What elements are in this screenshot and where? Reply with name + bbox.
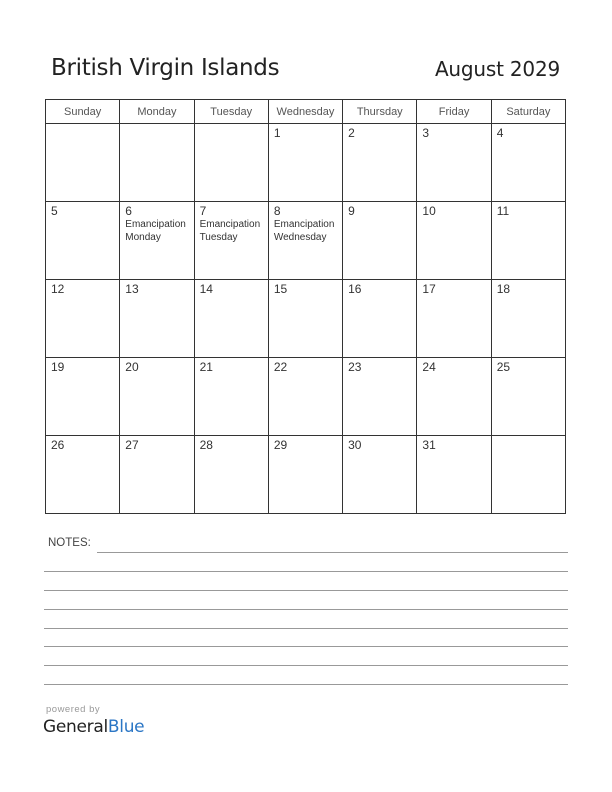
day-number: 18 <box>496 282 511 296</box>
calendar-grid <box>45 99 566 514</box>
day-cell <box>46 358 120 436</box>
day-number: 12 <box>51 282 65 296</box>
day-number: 29 <box>273 438 288 452</box>
day-number: 30 <box>348 438 362 452</box>
notes-line <box>44 665 568 666</box>
day-cell <box>491 124 565 202</box>
day-number: 31 <box>422 438 436 452</box>
day-cell <box>194 436 268 514</box>
day-number: 23 <box>348 360 362 374</box>
day-number: 17 <box>422 282 436 296</box>
day-cell <box>268 124 342 202</box>
day-number: 7 <box>199 204 207 218</box>
day-number: 20 <box>125 360 139 374</box>
day-number: 2 <box>348 126 355 140</box>
day-cell <box>120 436 194 514</box>
day-number: 27 <box>125 438 139 452</box>
day-number: 19 <box>51 360 65 374</box>
week-row <box>46 358 566 436</box>
day-number: 22 <box>273 360 288 374</box>
brand-general-text: General <box>43 717 108 737</box>
day-number: 25 <box>496 360 511 374</box>
day-cell <box>343 124 417 202</box>
weekday-saturday: Saturday <box>491 100 565 124</box>
day-cell <box>343 436 417 514</box>
day-cell <box>120 124 194 202</box>
day-number: 10 <box>422 204 436 218</box>
day-cell <box>417 202 491 280</box>
weekday-wednesday: Wednesday <box>268 100 342 124</box>
calendar-month-title: August 2029 <box>434 57 560 81</box>
day-cell <box>194 358 268 436</box>
day-cell <box>343 358 417 436</box>
holiday-label: Emancipation Tuesday <box>199 219 261 243</box>
day-cell <box>343 280 417 358</box>
generalblue-logo[interactable] <box>43 717 144 737</box>
day-cell <box>417 436 491 514</box>
day-cell <box>417 280 491 358</box>
day-cell <box>491 280 565 358</box>
day-cell <box>268 202 342 280</box>
weekday-thursday: Thursday <box>343 100 417 124</box>
day-number: 21 <box>199 360 213 374</box>
brand-blue-text: Blue <box>107 717 145 737</box>
day-number: 14 <box>199 282 213 296</box>
weekday-tuesday: Tuesday <box>194 100 268 124</box>
week-row <box>46 280 566 358</box>
day-cell <box>46 124 120 202</box>
day-cell <box>417 358 491 436</box>
week-row <box>46 436 566 514</box>
day-cell <box>268 280 342 358</box>
day-number: 6 <box>125 204 132 218</box>
day-cell <box>46 436 120 514</box>
weekday-monday: Monday <box>120 100 194 124</box>
day-number: 13 <box>125 282 139 296</box>
day-cell <box>491 202 565 280</box>
day-cell <box>120 202 194 280</box>
day-number: 24 <box>422 360 436 374</box>
notes-line <box>97 552 568 553</box>
day-cell <box>194 280 268 358</box>
day-number: 28 <box>199 438 213 452</box>
day-cell <box>268 358 342 436</box>
notes-line <box>44 684 568 685</box>
day-number: 5 <box>51 204 58 218</box>
notes-line <box>44 609 568 610</box>
notes-line <box>44 571 568 572</box>
day-cell <box>491 436 565 514</box>
day-number: 8 <box>273 204 281 218</box>
notes-line <box>44 646 568 647</box>
week-row <box>46 124 566 202</box>
day-number: 9 <box>348 204 355 218</box>
holiday-label: Emancipation Monday <box>125 219 186 243</box>
holiday-label: Emancipation Wednesday <box>273 219 335 243</box>
calendar-country-title: British Virgin Islands <box>51 55 280 81</box>
day-cell <box>46 202 120 280</box>
day-number: 26 <box>51 438 65 452</box>
day-cell <box>120 280 194 358</box>
weekday-friday: Friday <box>417 100 491 124</box>
day-number: 3 <box>422 126 430 140</box>
day-cell <box>194 124 268 202</box>
notes-line <box>44 628 568 629</box>
day-number: 16 <box>348 282 362 296</box>
day-number: 4 <box>496 126 504 140</box>
week-row <box>46 202 566 280</box>
day-cell <box>194 202 268 280</box>
notes-label: NOTES: <box>48 537 91 549</box>
day-cell <box>46 280 120 358</box>
weekday-header-row <box>46 100 566 124</box>
day-cell <box>268 436 342 514</box>
weekday-sunday: Sunday <box>46 100 120 124</box>
day-number: 1 <box>273 126 281 140</box>
notes-line <box>44 590 568 591</box>
day-cell <box>491 358 565 436</box>
day-number: 15 <box>273 282 288 296</box>
day-number: 11 <box>496 204 510 218</box>
powered-by-text: powered by <box>46 704 101 715</box>
day-cell <box>417 124 491 202</box>
day-cell <box>120 358 194 436</box>
day-cell <box>343 202 417 280</box>
